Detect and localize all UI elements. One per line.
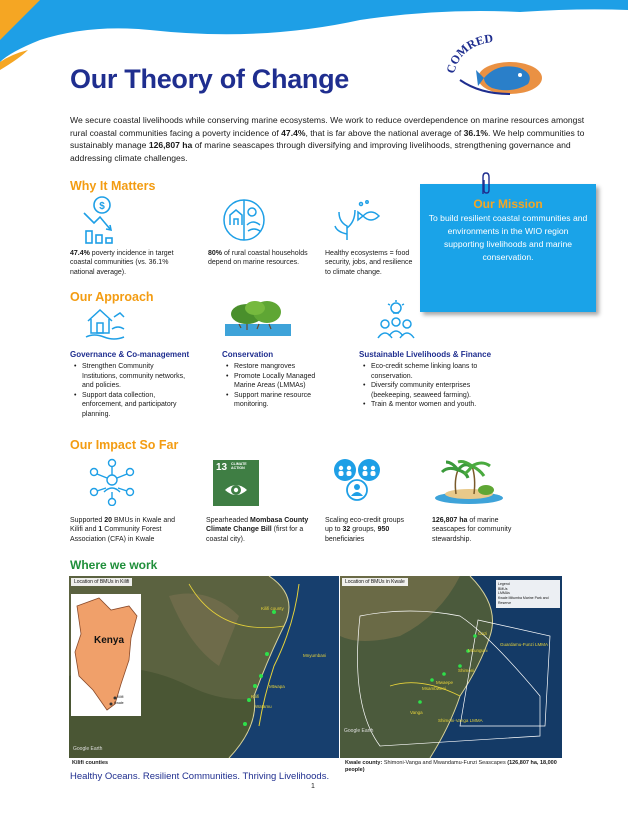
- network-icon: [88, 458, 136, 506]
- intro-paragraph: We secure coastal livelihoods while conserving marine ecosystems. We work to reduce overdependence on marine resources amongst rural coastal communities facing a poverty incidence of 47.4%, that is far above the national average of 36.1%. We help communities to sustainably manage 126,807 ha of marine seascapes through diversifying and improving livelihoods, strengthening governance and addressing climate challenges.: [70, 115, 585, 163]
- impact-item-4: 126,807 ha of marine seascapes for community stewardship.: [432, 517, 512, 543]
- map-kwale: [340, 576, 562, 758]
- footer-tagline: Healthy Oceans. Resilient Communities. Thriving Livelihoods.: [70, 771, 330, 782]
- list-item: • Train & mentor women and youth.: [363, 400, 503, 410]
- page-title: Our Theory of Change: [70, 64, 350, 94]
- svg-text:COMRED: COMRED: [443, 32, 494, 75]
- mission-title: Our Mission: [473, 197, 543, 211]
- map-place: Guardamu-Funzi LMMA: [500, 642, 549, 647]
- map-place: Mtwapa: [269, 684, 285, 689]
- map-place: Kilifi county: [261, 606, 284, 611]
- sdg13-number: 13: [216, 462, 228, 473]
- why-item-2: 80% of rural coastal households depend on marine resources.: [208, 250, 308, 267]
- eye-globe-icon: [224, 478, 248, 502]
- map-place: Gazi: [478, 631, 488, 636]
- map-kilifi: [69, 576, 339, 758]
- governance-house-icon: [84, 305, 126, 341]
- where-heading: Where we work: [70, 558, 158, 572]
- livelihood-people-icon: [376, 300, 416, 342]
- approach-col2-list: [226, 362, 338, 410]
- map-place: Msambweni: [422, 686, 447, 691]
- kenya-label: Kenya: [94, 635, 125, 646]
- mangrove-island-icon: [225, 300, 291, 336]
- approach-col3-list: [363, 362, 503, 410]
- why-item-1: 47.4% poverty incidence in target coastal communities (vs. 36.1% national average).: [70, 250, 174, 276]
- map-place: Mkunguni: [468, 648, 488, 653]
- map-left-label: Location of BMUs in Kilifi: [71, 578, 132, 586]
- household-tree-icon: [220, 197, 268, 243]
- coral-fish-icon: [333, 198, 383, 242]
- inset-kilifi-label: Kilifi: [117, 695, 124, 699]
- page-number: 1: [311, 783, 315, 790]
- impact-heading: Our Impact So Far: [70, 438, 179, 452]
- impact-item-1: Supported 20 BMUs in Kwale and Kilifi and 1 Community Forest Association (CFA) in Kwale: [70, 517, 176, 543]
- list-item: • Restore mangroves: [226, 362, 338, 372]
- list-item: • Promote Locally Managed Marine Areas (LMMAs): [226, 372, 338, 391]
- impact-item-2: Spearheaded Mombasa County Climate Change Bill (first for a coastal city).: [206, 517, 309, 543]
- caption-right: Kwale county: Shimoni-Vanga and Mwandamu-Funzi Seascapes (126,807 ha, 18,000 people): [345, 760, 557, 774]
- paperclip-icon: [480, 172, 490, 196]
- list-item: • Strengthen Community Institutions, community networks, and policies.: [74, 362, 186, 391]
- caption-left: Kilifi counties: [72, 760, 109, 766]
- map-place: Shimoni: [458, 668, 475, 673]
- map-place: Watamu: [255, 704, 272, 709]
- comred-logo: [440, 32, 552, 110]
- mission-box: [420, 184, 596, 312]
- map-place: Shimoni-Vanga LMMA: [438, 718, 483, 723]
- map-place: Mwaepe: [436, 680, 454, 685]
- why-item-3: Healthy ecosystems = food security, jobs, and resilience to climate change.: [325, 250, 413, 276]
- map-right-label: Location of BMUs in Kwale: [342, 578, 408, 586]
- seascape-island-icon: [434, 458, 504, 506]
- approach-col1-list: [74, 362, 186, 419]
- map-legend: Legend BMUs LMMAs Kwale Mitumba Marine Park and Reserve: [496, 580, 560, 608]
- approach-col3-title: Sustainable Livelihoods & Finance: [359, 350, 492, 359]
- impact-item-3: Scaling eco-credit groups up to 32 groups, 950 beneficiaries: [325, 517, 404, 543]
- sdg13-badge: [213, 460, 259, 506]
- approach-heading: Our Approach: [70, 290, 154, 304]
- approach-col1-title: Governance & Co-management: [70, 350, 190, 359]
- google-earth-mark: Google Earth: [344, 728, 374, 734]
- sdg13-label: CLIMATE ACTION: [231, 462, 247, 470]
- map-place: Kilifi: [251, 694, 260, 699]
- map-place: Vanga: [410, 710, 423, 715]
- list-item: • Eco-credit scheme linking loans to conservation.: [363, 362, 503, 381]
- list-item: • Diversify community enterprises (beekeeping, seaweed farming).: [363, 381, 503, 400]
- why-heading: Why It Matters: [70, 179, 156, 193]
- approach-col2-title: Conservation: [222, 350, 274, 359]
- map-place: Mnyumbani: [303, 653, 327, 658]
- inset-kwale-label: Kwale: [114, 701, 124, 705]
- list-item: • Support data collection, enforcement, and participatory planning.: [74, 391, 186, 420]
- mission-text: To build resilient coastal communities and environments in the WIO region supporting livelihoods and marine conservation.: [428, 213, 588, 263]
- google-earth-mark: Google Earth: [73, 746, 103, 752]
- eco-credit-groups-icon: [332, 458, 382, 506]
- kenya-inset-map: [71, 594, 141, 716]
- poverty-chart-icon: [80, 195, 120, 245]
- list-item: • Support marine resource monitoring.: [226, 391, 338, 410]
- svg-text:$: $: [99, 201, 105, 212]
